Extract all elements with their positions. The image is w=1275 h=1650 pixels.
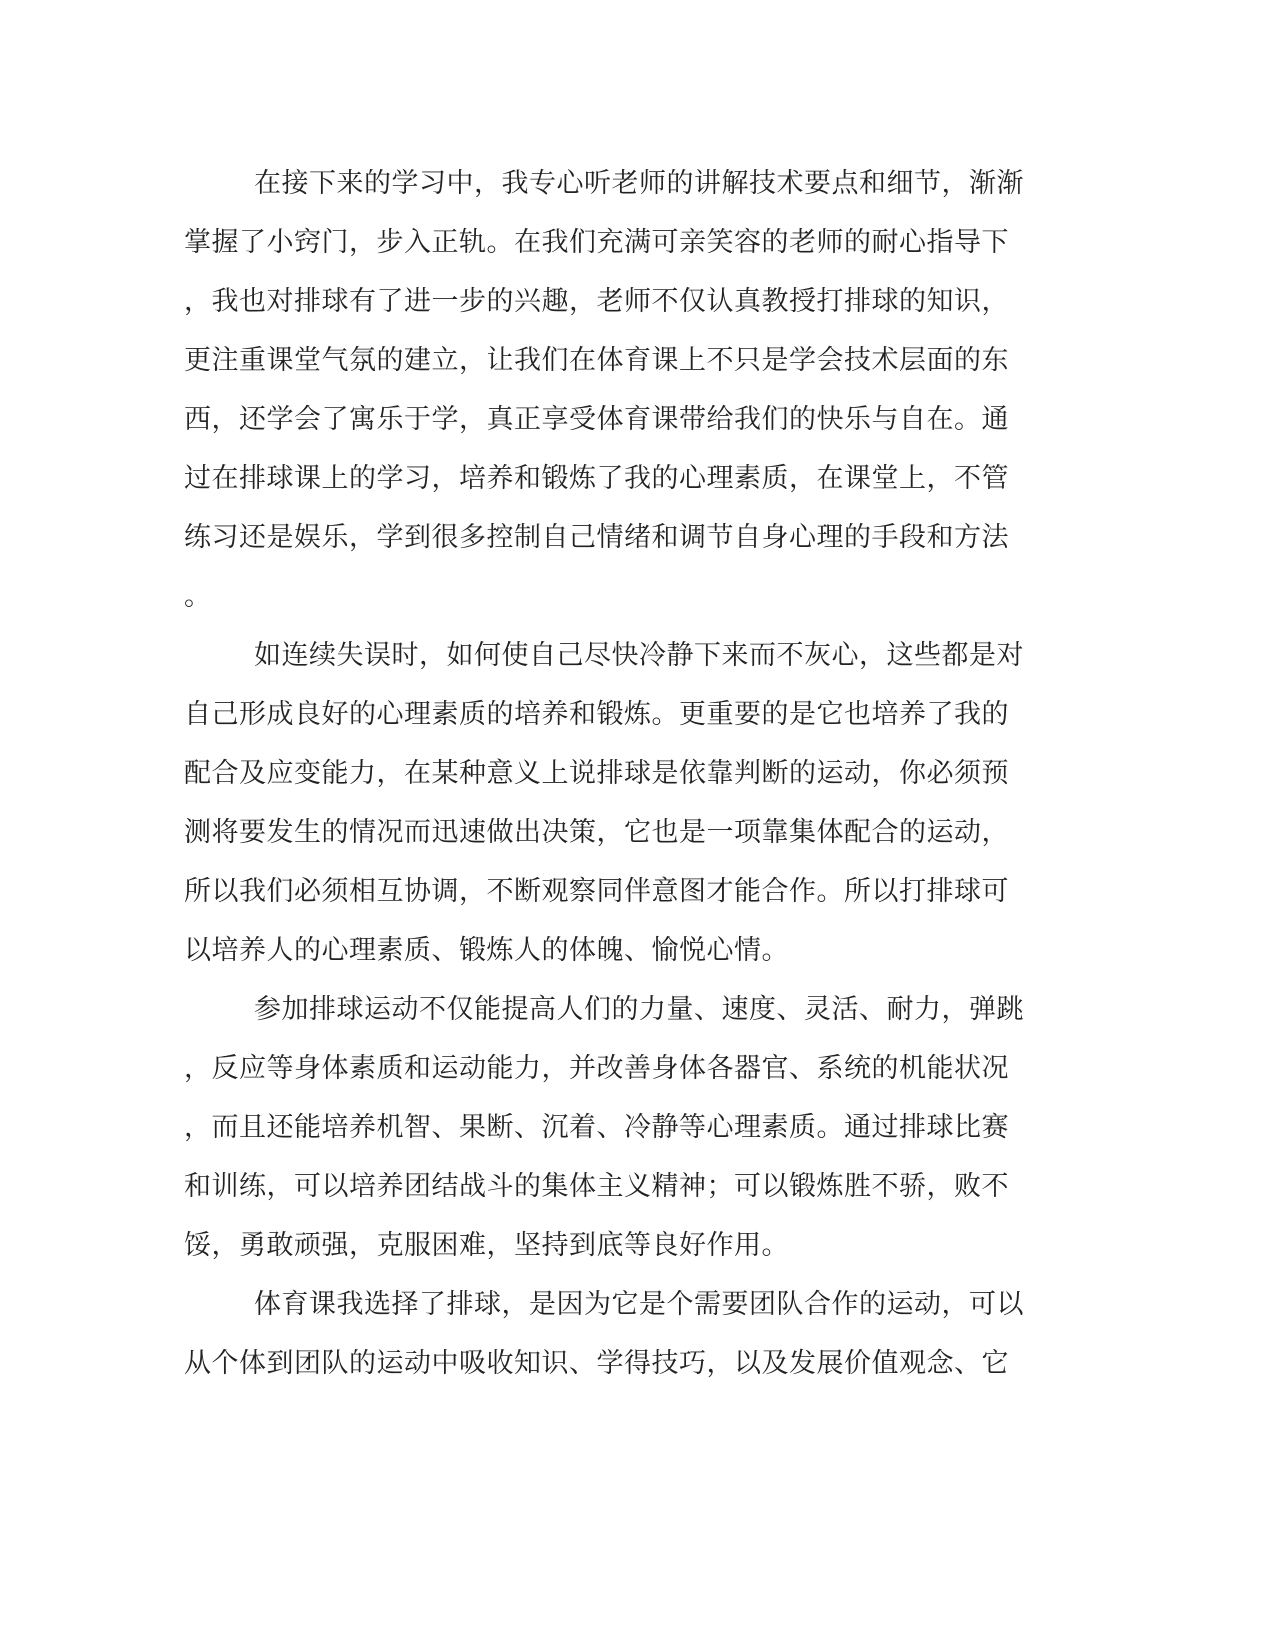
text-line: 馁，勇敢顽强，克服困难，坚持到底等良好作用。 <box>184 1230 789 1261</box>
paragraph-3 <box>184 980 1084 1275</box>
text-line: 。 <box>184 581 212 612</box>
text-line: 从个体到团队的运动中吸收知识、学得技巧，以及发展价值观念、它 <box>184 1348 1009 1379</box>
text-line: ，而且还能培养机智、果断、沉着、冷静等心理素质。通过排球比赛 <box>184 1112 1009 1143</box>
body-text <box>184 154 1084 1393</box>
paragraph-4 <box>184 1275 1084 1393</box>
text-line: 体育课我选择了排球，是因为它是个需要团队合作的运动，可以 <box>254 1289 1024 1320</box>
text-line: 更注重课堂气氛的建立，让我们在体育课上不只是学会技术层面的东 <box>184 345 1009 376</box>
paragraph-1 <box>184 154 1084 626</box>
text-line: 练习还是娱乐，学到很多控制自己情绪和调节自身心理的手段和方法 <box>184 522 1009 553</box>
text-line: 配合及应变能力，在某种意义上说排球是依靠判断的运动，你必须预 <box>184 758 1009 789</box>
text-line: 所以我们必须相互协调，不断观察同伴意图才能合作。所以打排球可 <box>184 876 1009 907</box>
text-line: 测将要发生的情况而迅速做出决策，它也是一项靠集体配合的运动， <box>184 817 1009 848</box>
text-line: 掌握了小窍门，步入正轨。在我们充满可亲笑容的老师的耐心指导下 <box>184 227 1009 258</box>
text-line: 参加排球运动不仅能提高人们的力量、速度、灵活、耐力，弹跳 <box>254 994 1024 1025</box>
text-line: 如连续失误时，如何使自己尽快冷静下来而不灰心，这些都是对 <box>254 640 1024 671</box>
text-line: ，反应等身体素质和运动能力，并改善身体各器官、系统的机能状况 <box>184 1053 1009 1084</box>
text-line: 过在排球课上的学习，培养和锻炼了我的心理素质，在课堂上，不管 <box>184 463 1009 494</box>
text-line: 自己形成良好的心理素质的培养和锻炼。更重要的是它也培养了我的 <box>184 699 1009 730</box>
text-line: 在接下来的学习中，我专心听老师的讲解技术要点和细节，渐渐 <box>254 168 1024 199</box>
text-line: 以培养人的心理素质、锻炼人的体魄、愉悦心情。 <box>184 935 789 966</box>
text-line: ，我也对排球有了进一步的兴趣，老师不仅认真教授打排球的知识， <box>184 286 1009 317</box>
paragraph-2 <box>184 626 1084 980</box>
text-line: 西，还学会了寓乐于学，真正享受体育课带给我们的快乐与自在。通 <box>184 404 1009 435</box>
text-line: 和训练，可以培养团结战斗的集体主义精神；可以锻炼胜不骄，败不 <box>184 1171 1009 1202</box>
